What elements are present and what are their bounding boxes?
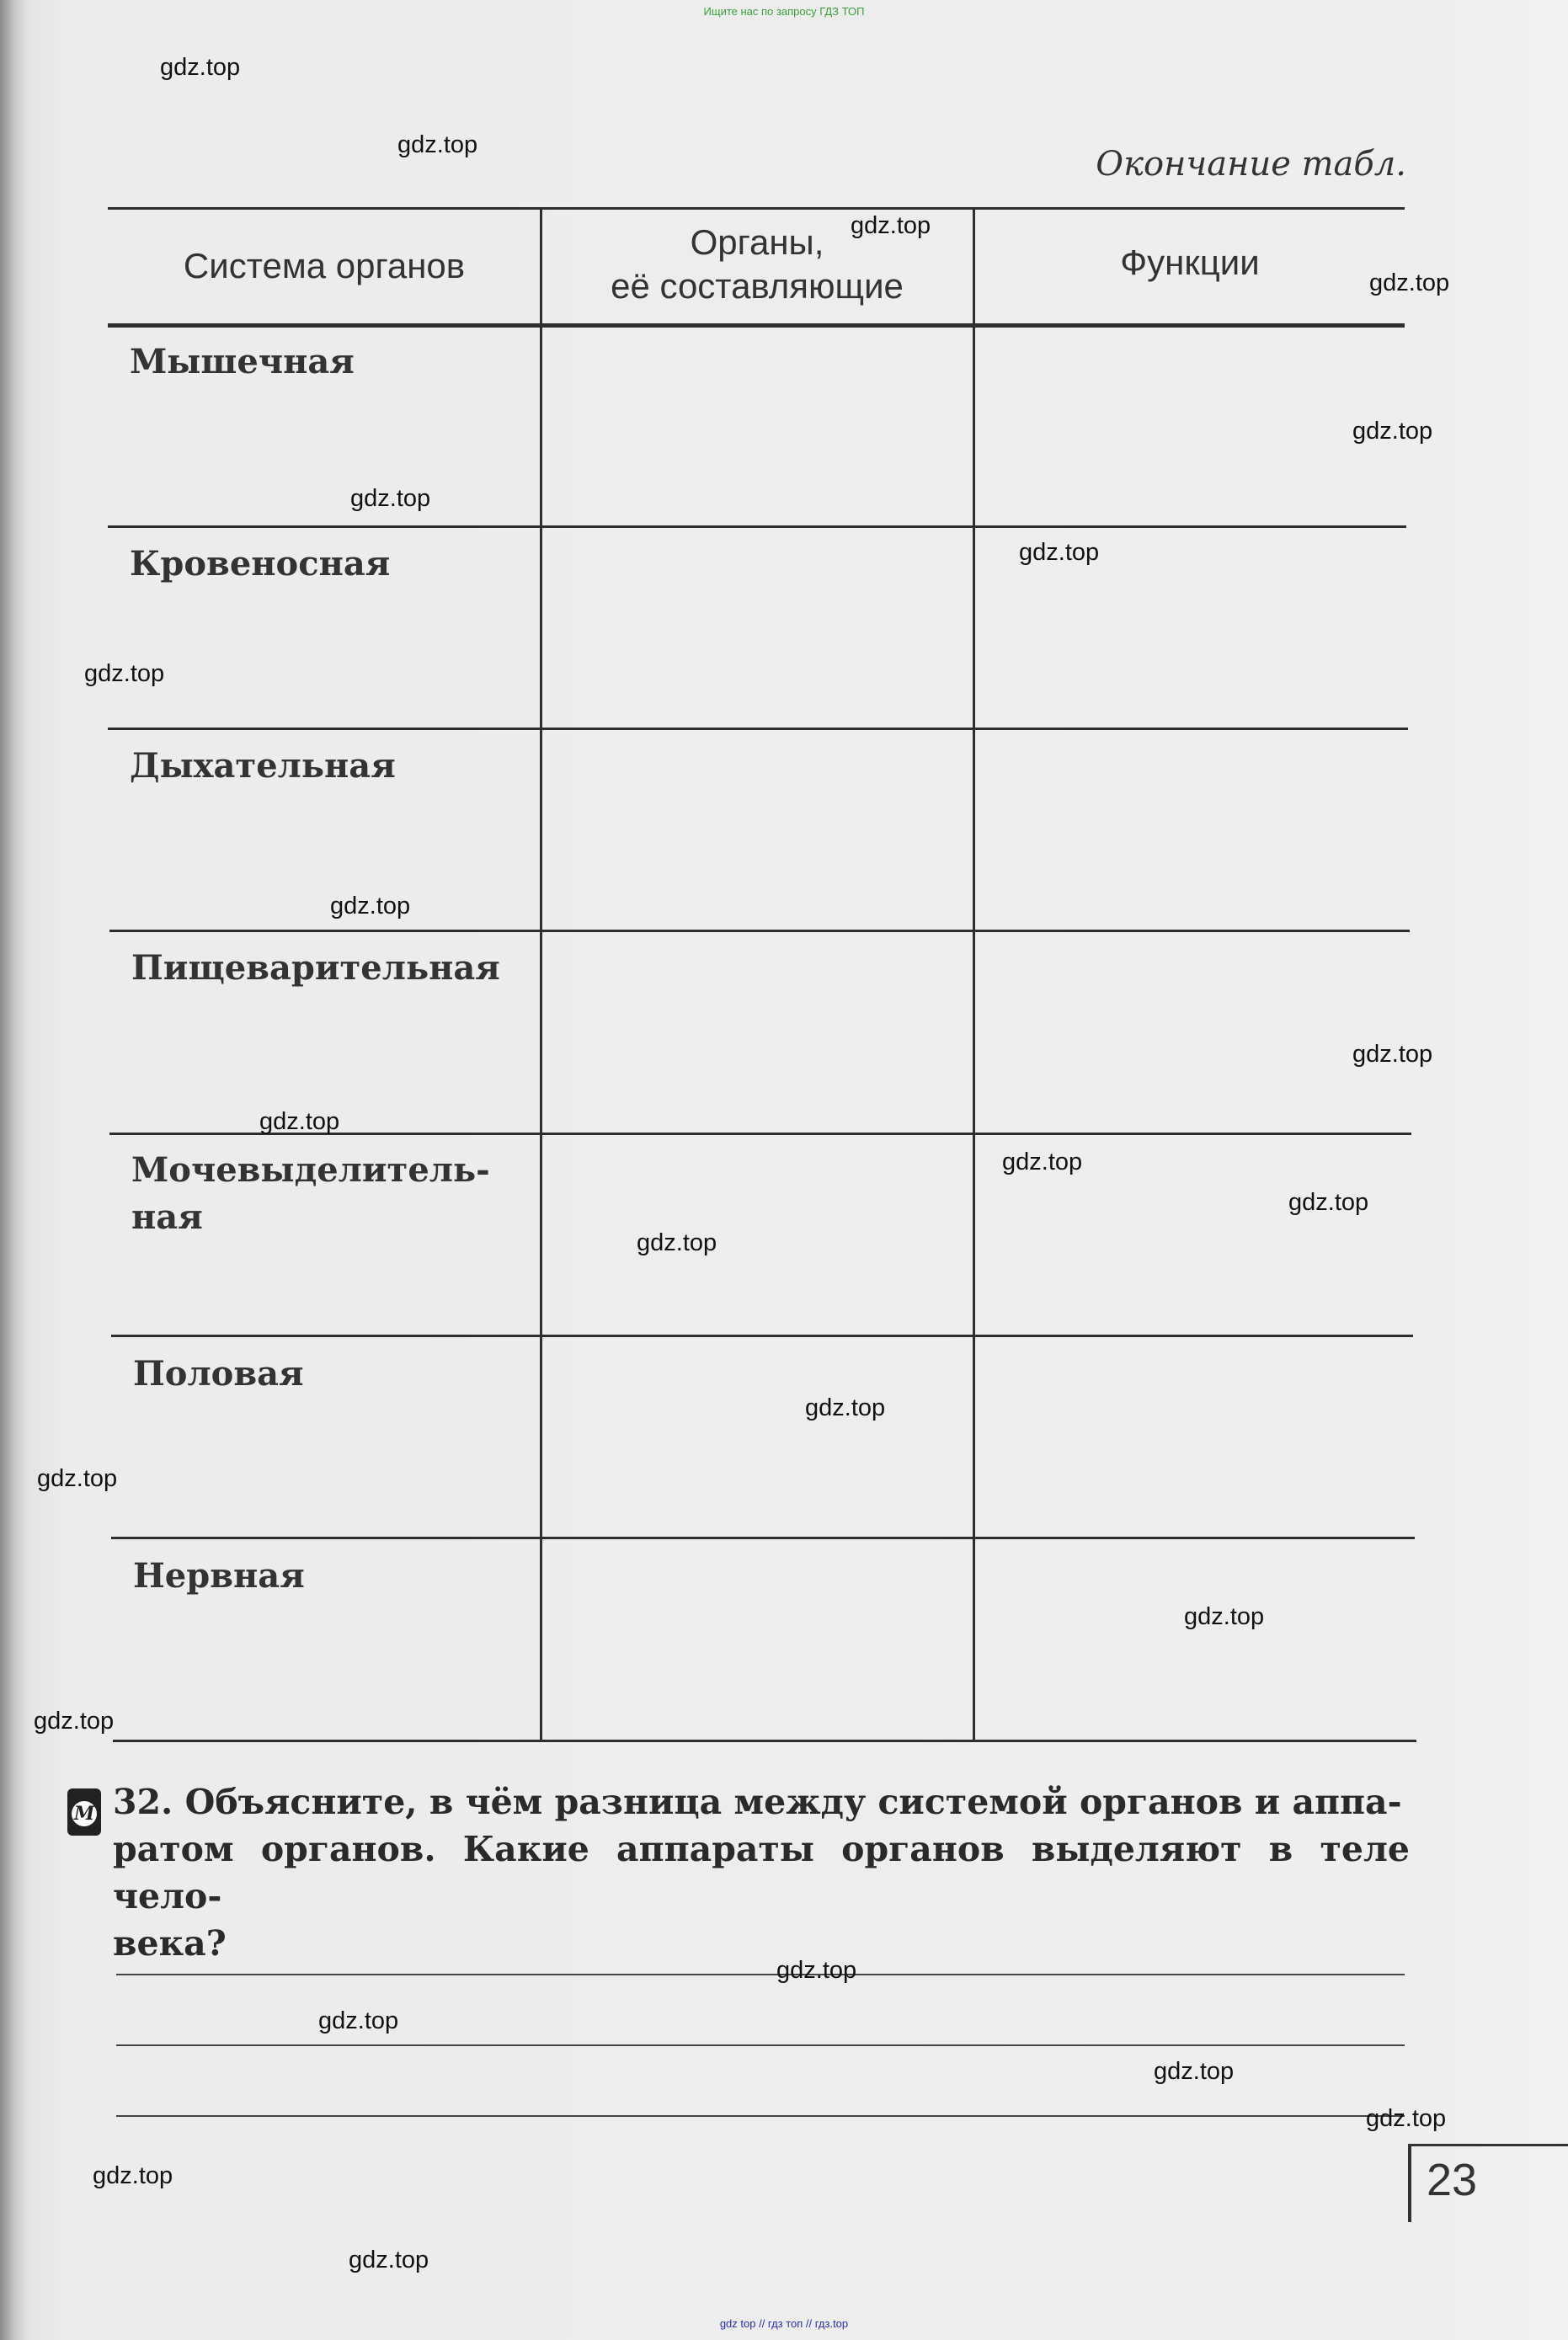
watermark: gdz.top — [93, 2162, 173, 2189]
header-organs-line1: Органы, — [690, 222, 824, 262]
column-divider — [540, 207, 542, 1741]
row-label-respiratory: Дыхательная — [130, 746, 396, 786]
row-label-excretory-line2: ная — [131, 1197, 203, 1237]
row-label-excretory — [131, 1147, 519, 1241]
watermark: gdz.top — [318, 2007, 399, 2034]
watermark: gdz.top — [37, 1465, 118, 1492]
watermark: gdz.top — [259, 1108, 340, 1135]
task-32-text — [113, 1778, 1410, 1967]
watermark: gdz.top — [1369, 269, 1450, 296]
watermark: gdz.top — [1184, 1603, 1265, 1630]
watermark: gdz.top — [1352, 418, 1433, 445]
bottom-banner[interactable]: gdz top // гдз топ // гдз.top — [719, 2317, 849, 2330]
watermark: gdz.top — [1352, 1041, 1433, 1068]
table-top-border — [108, 207, 1405, 210]
row-label-reproductive: Половая — [133, 1354, 304, 1394]
watermark: gdz.top — [350, 485, 431, 512]
table-bottom-border — [113, 1740, 1416, 1742]
row-divider — [108, 525, 1406, 528]
task-marker-badge — [67, 1788, 101, 1836]
row-divider — [109, 930, 1410, 932]
answer-line[interactable] — [116, 1974, 1405, 1975]
watermark: gdz.top — [1019, 539, 1100, 566]
watermark: gdz.top — [1288, 1189, 1369, 1216]
watermark: gdz.top — [34, 1708, 115, 1735]
page-number: 23 — [1427, 2155, 1478, 2205]
watermark: gdz.top — [349, 2247, 429, 2273]
row-label-muscular: Мышечная — [130, 342, 355, 381]
row-divider — [111, 1537, 1415, 1539]
watermark: gdz.top — [805, 1394, 886, 1421]
watermark: gdz.top — [637, 1229, 717, 1256]
task-line: 32. Объясните, в чём разница между системой органов и аппа- — [113, 1782, 1402, 1822]
table-title: Окончание табл. — [1096, 145, 1406, 184]
watermark: gdz.top — [1366, 2105, 1447, 2132]
task-line: ратом органов. Какие аппараты органов выделяют в теле чело- — [113, 1829, 1410, 1916]
watermark: gdz.top — [1154, 2058, 1235, 2085]
watermark: gdz.top — [397, 131, 478, 158]
watermark: gdz.top — [160, 54, 241, 81]
header-functions: Функции — [1120, 243, 1260, 282]
column-divider — [973, 207, 975, 1741]
watermark: gdz.top — [1002, 1149, 1083, 1175]
header-system: Система органов — [183, 246, 466, 285]
row-divider — [108, 728, 1408, 730]
task-line: века? — [113, 1923, 227, 1964]
task-marker-letter: М — [72, 1801, 97, 1826]
watermark: gdz.top — [84, 660, 165, 687]
top-banner[interactable]: Ищите нас по запросу ГДЗ ТОП — [703, 5, 865, 18]
watermark: gdz.top — [330, 893, 411, 919]
row-label-digestive: Пищеварительная — [131, 948, 500, 988]
row-label-nervous: Нервная — [133, 1556, 305, 1596]
row-label-circulatory: Кровеносная — [130, 544, 391, 584]
table-header-divider — [108, 323, 1405, 328]
row-label-excretory-line1: Мочевыделитель- — [131, 1150, 490, 1190]
watermark: gdz.top — [776, 1957, 857, 1984]
watermark: gdz.top — [851, 212, 931, 239]
row-divider — [111, 1335, 1413, 1337]
header-organs-line2: её составляющие — [611, 266, 904, 306]
answer-line[interactable] — [116, 2044, 1405, 2046]
answer-line[interactable] — [116, 2115, 1405, 2117]
